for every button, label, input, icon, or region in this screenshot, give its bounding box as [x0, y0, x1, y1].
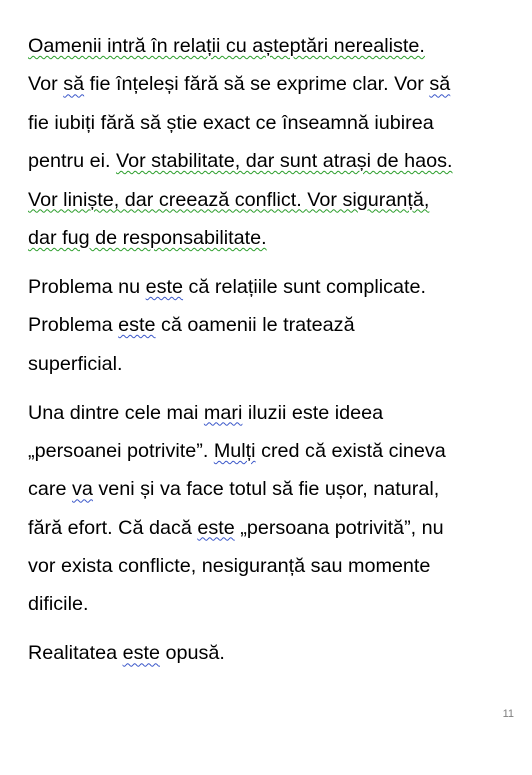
spelling-underline-run: va [71, 478, 93, 501]
text-run: Vor [28, 73, 64, 96]
text-run: vor exista conflicte, nesiguranță sau momente [28, 555, 431, 578]
text-run: Realitatea [28, 642, 123, 665]
spelling-underline-run: este [197, 516, 235, 539]
text-line [28, 432, 508, 470]
text-line [28, 27, 508, 65]
text-run: veni și va face totul să fie ușor, natural, [92, 478, 440, 501]
text-line [28, 65, 508, 103]
text-run: care [28, 478, 72, 501]
paragraph [28, 394, 508, 624]
text-run: superficial. [28, 352, 123, 375]
text-line [28, 345, 508, 383]
text-line [28, 394, 508, 432]
text-run: Problema [28, 314, 119, 337]
text-run: „persoanei potrivite”. [28, 439, 214, 462]
page-number: 11 [502, 708, 514, 720]
text-line [28, 219, 508, 257]
text-line [28, 181, 508, 219]
spelling-underline-run: Mulți [213, 439, 256, 462]
spelling-underline-run: este [118, 314, 156, 337]
text-run: dificile. [28, 593, 89, 616]
text-run: Una dintre cele mai [28, 401, 204, 424]
paragraph [28, 634, 508, 672]
text-line [28, 547, 508, 585]
text-line [28, 104, 508, 142]
text-run: că relațiile sunt complicate. [183, 275, 427, 298]
text-line [28, 634, 508, 672]
paragraph [28, 268, 508, 383]
text-line [28, 306, 508, 344]
document-body[interactable] [28, 27, 508, 683]
grammar-underline-run: Vor stabilitate, dar sunt atrași de haos. [115, 150, 453, 173]
text-line [28, 268, 508, 306]
spelling-underline-run: să [429, 73, 451, 96]
spelling-underline-run: este [145, 275, 184, 298]
grammar-underline-run: Vor liniște, dar creează conflict. [28, 188, 308, 211]
spelling-underline-run: să [63, 73, 85, 96]
text-run: Problema nu [28, 275, 146, 298]
text-run: cred că există cineva [255, 439, 446, 462]
text-run: iluzii este ideea [242, 401, 384, 424]
text-run: pentru ei. [28, 150, 116, 173]
text-run: că oamenii le tratează [155, 314, 355, 337]
spelling-underline-run: este [122, 642, 160, 665]
text-line [28, 470, 508, 508]
text-run: fie înțeleși fără să se exprime clar. Vor [84, 73, 430, 96]
paragraph [28, 27, 508, 257]
spelling-underline-run: mari [203, 401, 243, 424]
text-run: opusă. [159, 642, 225, 665]
text-run: fără efort. Că dacă [28, 516, 198, 539]
text-line [28, 585, 508, 623]
text-run: „persoana potrivită”, nu [234, 516, 444, 539]
text-line [28, 509, 508, 547]
grammar-underline-run: Oamenii intră în relații cu așteptări nerealiste. [28, 35, 425, 57]
grammar-underline-run: Vor siguranță, [307, 188, 430, 211]
text-run: fie iubiți fără să știe exact ce înseamnă iubirea [28, 111, 434, 134]
grammar-underline-run: dar fug de responsabilitate. [28, 226, 267, 249]
text-line [28, 142, 508, 180]
